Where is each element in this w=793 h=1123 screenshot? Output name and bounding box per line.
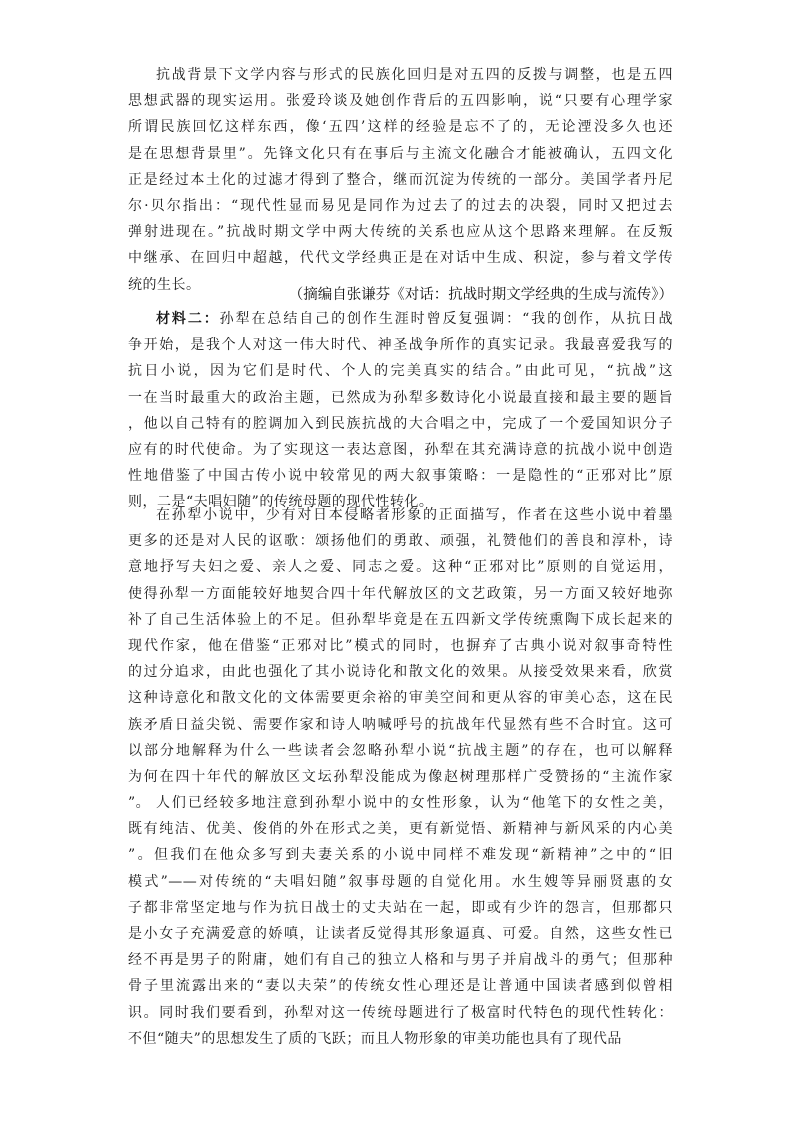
text-line: 一在当时最重大的政治主题，已然成为孙犁多数诗化小说最直接和最主要的题旨 — [128, 389, 673, 406]
text-line: ”。 — [128, 795, 151, 812]
text-line: 既有纯洁、优美、俊俏的外在形式之美，更有新觉悟、新精神与新风采的内心美 — [128, 821, 673, 838]
text-line: 是在思想背景里”。先锋文化只有在事后与主流文化融合才能被确认，五四文化 — [128, 145, 673, 162]
text-line: 性地借鉴了中国古传小说中较常见的两大叙事策略：一是隐性的“正邪对比”原 — [128, 468, 673, 485]
paragraph-3 — [128, 502, 673, 816]
text-line: 人们已经较多地注意到孙犁小说中的女性形象，认为“他笔下的女性之美， — [156, 795, 673, 811]
paragraph-2 — [128, 306, 673, 516]
text-line: 使得孙犁一方面能较好地契合四十年代解放区的文艺政策，另一方面又较好地弥 — [128, 585, 673, 602]
text-line: 经不再是男子的附庸，她们有自己的独立人格和与男子并肩战斗的勇气；但那种 — [128, 952, 673, 969]
text-line: 为何在四十年代的解放区文坛孙犁没能成为像赵树理那样广受赞扬的“主流作家 — [128, 768, 673, 785]
text-line: 是小女子充满爱意的娇嗔，让读者反觉得其形象逼真、可爱。自然，这些女性已 — [128, 925, 673, 942]
text-line: 骨子里流露出来的“妻以夫荣”的传统女性心理还是让普通中国读者感到似曾相 — [128, 978, 673, 995]
text-line: 抗战背景下文学内容与形式的民族化回归是对五四的反拨与调整，也是五四 — [156, 67, 673, 83]
text-line: 子都非常坚定地与作为抗日战士的丈夫站在一起，即或有少许的怨言，但那都只 — [128, 899, 673, 916]
text-line: 模式”——对传统的“夫唱妇随”叙事母题的自觉化用。水生嫂等异丽贤惠的女 — [128, 873, 673, 890]
material-label: 材料二： — [156, 311, 220, 327]
text-line: 正是经过本土化的过滤才得到了整合，继而沉淀为传统的一部分。美国学者丹尼 — [128, 171, 673, 188]
text-line: 意地抒写夫妇之爱、亲人之爱、同志之爱。这种“正邪对比”原则的自觉运用， — [128, 559, 673, 576]
text-line: 统的生长。 — [128, 276, 201, 293]
citation: （摘编自张谦芬《对话：抗战时期文学经典的生成与流传》） — [288, 287, 673, 303]
text-line: 所谓民族回忆这样东西，像‘五四’这样的经验是忘不了的，无论湮没多久也还 — [128, 119, 673, 136]
text-line: 则，二是“夫唱妇随”的传统母题的现代性转化。 — [128, 494, 434, 511]
text-line: 补了自己生活体验上的不足。但孙犁毕竟是在五四新文学传统熏陶下成长起来的 — [128, 611, 673, 628]
text-line — [128, 306, 673, 332]
text-line: 这种诗意化和散文化的文体需要更余裕的审美空间和更从容的审美心态，这在民 — [128, 690, 673, 707]
text-line: 识。同时我们要看到，孙犁对这一传统母题进行了极富时代特色的现代性转化： — [128, 1004, 673, 1021]
text-line: 在孙犁小说中，少有对日本侵略者形象的正面描写，作者在这些小说中着墨 — [156, 507, 673, 523]
text-line: 尔·贝尔指出：“现代性显而易见是同作为过去了的过去的决裂，同时又把过去 — [128, 197, 673, 214]
text-line: 中继承、在回归中超越，代代文学经典正是在对话中生成、积淀，参与着文学传 — [128, 250, 673, 267]
text-line: ”。但我们在他众多写到夫妻关系的小说中同样不难发现“新精神”之中的“旧 — [128, 847, 673, 864]
text-line: 族矛盾日益尖锐、需要作家和诗人呐喊呼号的抗战年代显然有些不合时宜。这可 — [128, 716, 673, 733]
text-line: 不但“随夫”的思想发生了质的飞跃；而且人物形象的审美功能也具有了现代品 — [128, 1030, 622, 1047]
text-line: 应有的时代使命。为了实现这一表达意图，孙犁在其充满诗意的抗战小说中创造 — [128, 441, 673, 458]
text-line: 以部分地解释为什么一些读者会忽略孙犁小说“抗战主题”的存在，也可以解释 — [128, 742, 673, 759]
text-line-content: 孙犁在总结自己的创作生涯时曾反复强调：“我的创作，从抗日战 — [219, 311, 673, 327]
paragraph-1 — [128, 62, 673, 298]
text-line: 的过分追求，由此也强化了其小说诗化和散文化的效果。从接受效果来看，欣赏 — [128, 664, 673, 681]
text-line: 争开始，是我个人对这一伟大时代、神圣战争所作的真实记录。我最喜爱我写的 — [128, 337, 673, 354]
text-line: ，他以自己特有的腔调加入到民族抗战的大合唱之中，完成了一个爱国知识分子 — [128, 415, 673, 432]
text-line: 抗日小说，因为它们是时代、个人的完美真实的结合。”由此可见，“抗战”这 — [128, 363, 673, 380]
text-line: 弹射进现在。”抗战时期文学中两大传统的关系也应从这个思路来理解。在反叛 — [128, 224, 673, 241]
text-line: 现代作家，他在借鉴“正邪对比”模式的同时，也摒弃了古典小说对叙事奇特性 — [128, 637, 673, 654]
paragraph-4 — [128, 790, 673, 1052]
text-line: 更多的还是对人民的讴歌：颂扬他们的勇敢、顽强，礼赞他们的善良和淳朴，诗 — [128, 533, 673, 550]
text-line: 思想武器的现实运用。张爱玲谈及她创作背后的五四影响，说“只要有心理学家 — [128, 93, 673, 110]
